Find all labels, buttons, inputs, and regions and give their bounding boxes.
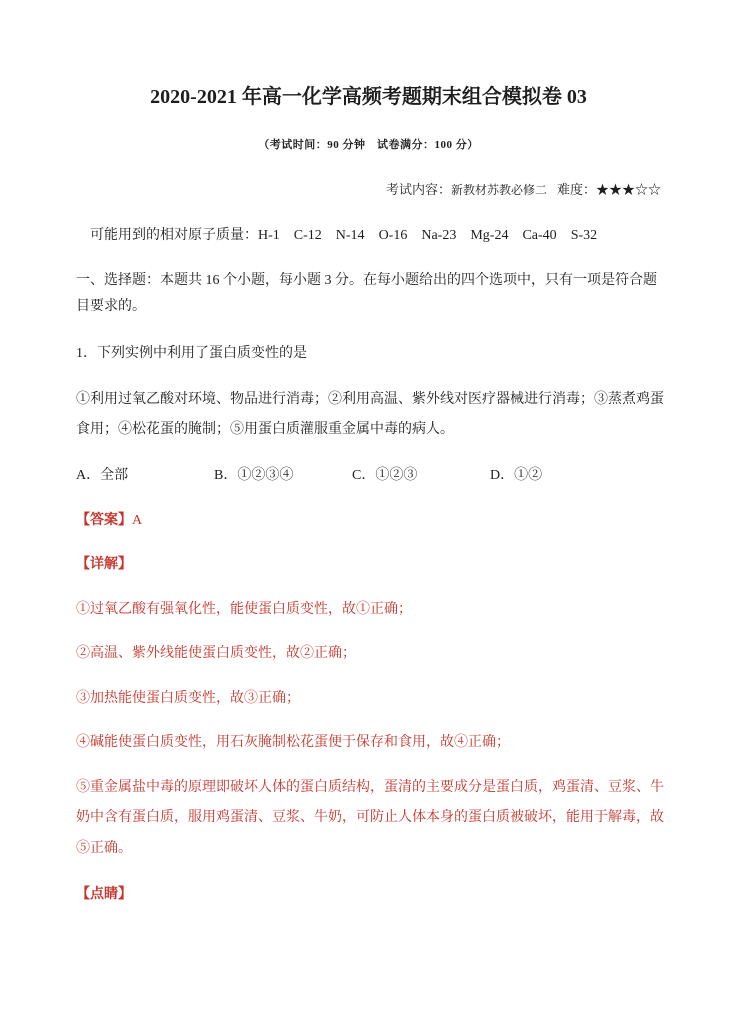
explanation-label: 【详解】 xyxy=(76,557,132,572)
option-text: ①②③ xyxy=(375,468,418,483)
explanation-line: ②高温、紫外线能使蛋白质变性，故②正确； xyxy=(76,646,356,661)
explanation-line: ③加热能使蛋白质变性，故③正确； xyxy=(76,691,300,706)
answer-label: 【答案】 xyxy=(76,513,132,528)
question-statement-line: 食用；④松花蛋的腌制；⑤用蛋白质灌服重金属中毒的病人。 xyxy=(76,422,454,437)
explanation-line: ⑤重金属盐中毒的原理即破坏人体的蛋白质结构，蛋清的主要成分是蛋白质，鸡蛋清、豆浆、牛 xyxy=(76,780,664,795)
difficulty-label: 难度： xyxy=(556,182,596,197)
option-text: ①②③④ xyxy=(237,468,294,483)
option-c[interactable] xyxy=(352,467,417,485)
atomic-masses xyxy=(90,227,597,245)
explanation-line: ④碱能使蛋白质变性，用石灰腌制松花蛋便于保存和食用，故④正确； xyxy=(76,735,510,750)
atomic-masses-label: 可能用到的相对原子质量： xyxy=(90,228,258,243)
option-d[interactable] xyxy=(490,467,542,485)
atomic-mass-item: N-14 xyxy=(335,228,365,243)
atomic-mass-item: O-16 xyxy=(378,228,408,243)
page-title: 2020-2021 年高一化学高频考题期末组合模拟卷 03 xyxy=(150,86,587,108)
exam-content-label: 考试内容： xyxy=(385,182,451,197)
atomic-mass-item: C-12 xyxy=(293,228,322,243)
answer-value: A xyxy=(132,513,143,528)
atomic-mass-item: Ca-40 xyxy=(522,228,557,243)
option-letter: D． xyxy=(490,468,515,483)
explanation-line: ⑤正确。 xyxy=(76,841,132,856)
question-statement-line: ①利用过氧乙酸对环境、物品进行消毒；②利用高温、紫外线对医疗器械进行消毒；③蒸煮鸡蛋 xyxy=(76,392,664,407)
atomic-mass-item: Na-23 xyxy=(421,228,457,243)
exam-time-and-score: （考试时间：90 分钟 试卷满分：100 分） xyxy=(258,139,479,151)
section-instructions-line: 目要求的。 xyxy=(76,299,146,314)
exam-info xyxy=(386,181,661,199)
option-b[interactable] xyxy=(214,467,293,485)
option-letter: B． xyxy=(214,468,238,483)
option-a[interactable] xyxy=(76,467,128,485)
option-letter: C． xyxy=(352,468,376,483)
option-text: 全部 xyxy=(100,468,129,483)
explanation-line: 奶中含有蛋白质，服用鸡蛋清、豆浆、牛奶，可防止人体本身的蛋白质被破坏，能用于解毒，故 xyxy=(76,810,664,825)
exam-content-value: 新教材苏教必修二 xyxy=(450,183,547,197)
section-instructions-line: 一、选择题：本题共 16 个小题，每小题 3 分。在每小题给出的四个选项中，只有一项是符合题 xyxy=(76,273,657,288)
answer xyxy=(76,512,142,530)
atomic-mass-item: S-32 xyxy=(570,228,598,243)
explanation-line: ①过氧乙酸有强氧化性，能使蛋白质变性，故①正确； xyxy=(76,602,412,617)
atomic-mass-item: H-1 xyxy=(258,228,280,243)
option-text: ①② xyxy=(514,468,543,483)
atomic-mass-item: Mg-24 xyxy=(470,228,509,243)
tip-label: 【点睛】 xyxy=(76,887,132,902)
option-letter: A． xyxy=(76,468,101,483)
difficulty-stars: ★★★☆☆ xyxy=(595,182,661,197)
question-stem: 1．下列实例中利用了蛋白质变性的是 xyxy=(76,346,307,361)
